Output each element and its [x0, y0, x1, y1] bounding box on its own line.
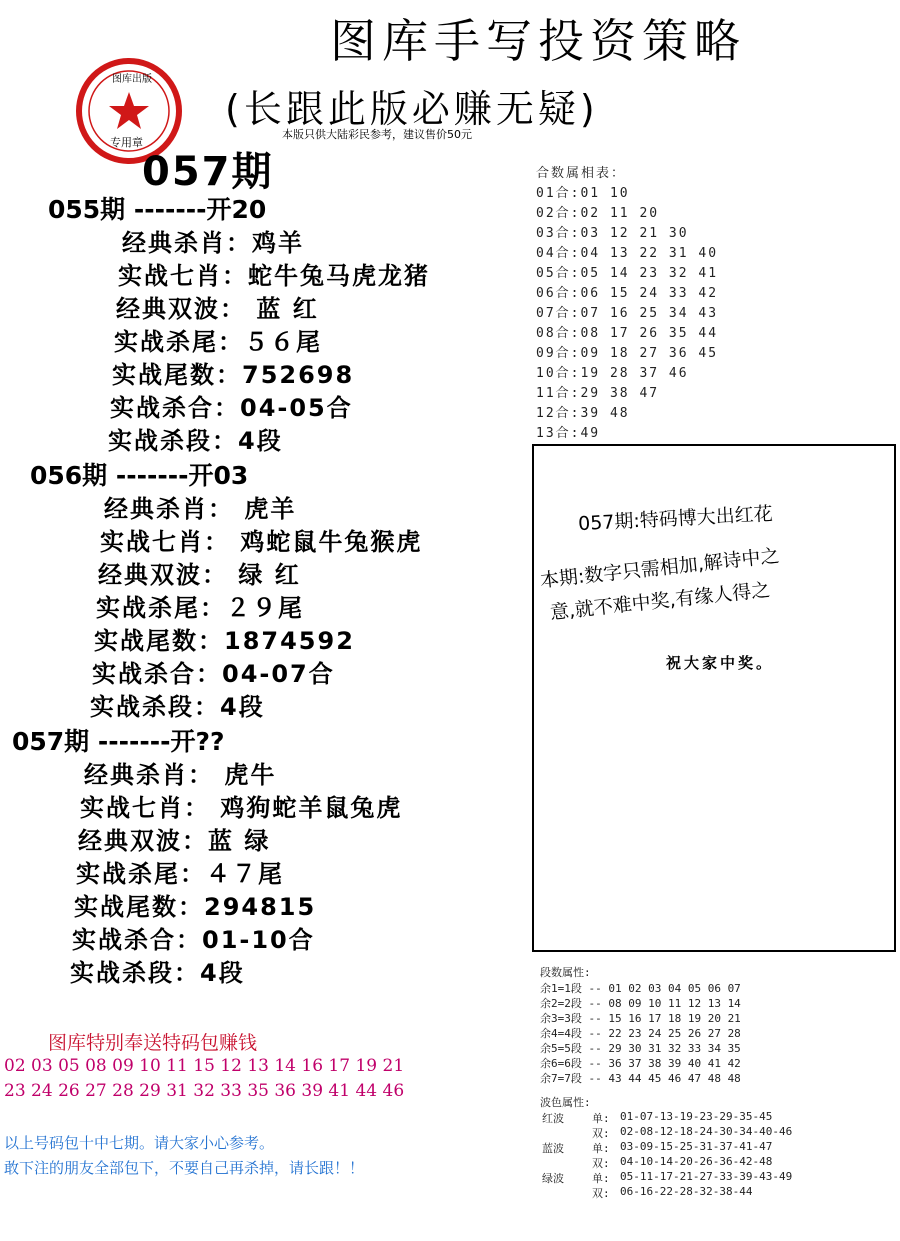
bose-nums: 02-08-12-18-24-30-34-40-46: [620, 1125, 793, 1138]
stamp-bottom-text: 专用章: [110, 136, 143, 149]
issue-header: 055期 -------开20: [48, 195, 267, 224]
he-table-row: 10合:19 28 37 46: [536, 366, 689, 381]
issue-line: 实战杀尾：２９尾: [96, 594, 304, 622]
issue-line: 实战杀尾：４７尾: [76, 860, 284, 888]
issue-header: 057期 -------开??: [12, 727, 225, 756]
issue-line: 实战杀段：4段: [90, 693, 265, 721]
issue-line: 实战尾数：1874592: [94, 627, 355, 655]
page-title: 图库手写投资策略: [330, 14, 746, 68]
promo-note-2: 敢下注的朋友全部包下，不要自己再杀掉，请长跟！！: [4, 1159, 365, 1177]
poem-line-3: 意,就不难中奖,有缘人得之: [549, 578, 772, 624]
issue-line: 经典杀肖： 虎牛: [84, 761, 277, 789]
he-table-row: 09合:09 18 27 36 45: [536, 346, 719, 361]
issue-line: 实战七肖：蛇牛兔马虎龙猪: [118, 262, 430, 290]
bose-kind: 单:: [592, 1172, 610, 1185]
he-table-row: 07合:07 16 25 34 43: [536, 306, 719, 321]
issue-line: 经典双波：蓝 绿: [78, 827, 271, 855]
issue-header: 056期 -------开03: [30, 461, 249, 490]
bose-nums: 05-11-17-21-27-33-39-43-49: [620, 1170, 793, 1183]
poem-box: [532, 444, 896, 952]
duan-table-row: 余2=2段 -- 08 09 10 11 12 13 14: [540, 997, 741, 1010]
bose-nums: 01-07-13-19-23-29-35-45: [620, 1110, 773, 1123]
issue-line: 实战杀段：4段: [70, 959, 245, 987]
issue-line: 实战杀段：4段: [108, 427, 283, 455]
duan-table-row: 余6=6段 -- 36 37 38 39 40 41 42: [540, 1057, 741, 1070]
bose-table-title: 波色属性:: [540, 1096, 591, 1109]
page-subtitle: (长跟此版必赚无疑): [225, 87, 599, 131]
he-table-row: 01合:01 10: [536, 186, 630, 201]
duan-table-row: 余4=4段 -- 22 23 24 25 26 27 28: [540, 1027, 741, 1040]
promo-note-1: 以上号码包十中七期。请大家小心参考。: [4, 1134, 275, 1152]
poem-line-1: 057期:特码博大出红花: [577, 502, 774, 536]
bose-kind: 双:: [592, 1187, 610, 1200]
issue-line: 实战尾数：294815: [74, 893, 317, 921]
issue-line: 实战杀合：04-07合: [92, 660, 335, 688]
current-issue: 057期: [142, 149, 274, 195]
bose-kind: 双:: [592, 1157, 610, 1170]
bose-kind: 单:: [592, 1142, 610, 1155]
issue-line: 实战七肖： 鸡蛇鼠牛兔猴虎: [100, 528, 423, 556]
duan-table-row: 余5=5段 -- 29 30 31 32 33 34 35: [540, 1042, 741, 1055]
issue-line: 实战七肖： 鸡狗蛇羊鼠兔虎: [80, 794, 403, 822]
poem-line-2: 本期:数字只需相加,解诗中之: [539, 544, 781, 592]
duan-table-row: 余1=1段 -- 01 02 03 04 05 06 07: [540, 982, 741, 995]
duan-table-row: 余3=3段 -- 15 16 17 18 19 20 21: [540, 1012, 741, 1025]
duan-table-row: 余7=7段 -- 43 44 45 46 47 48 48: [540, 1072, 741, 1085]
price-note: 本版只供大陆彩民参考，建议售价50元: [282, 128, 472, 141]
bose-nums: 04-10-14-20-26-36-42-48: [620, 1155, 773, 1168]
issue-line: 实战杀合：01-10合: [72, 926, 315, 954]
poem-wish: 祝大家中奖。: [666, 654, 775, 672]
bose-label: 绿波: [542, 1172, 564, 1185]
duan-table-title: 段数属性:: [540, 966, 591, 979]
promo-title: 图库特别奉送特码包赚钱: [48, 1032, 258, 1054]
issue-line: 实战尾数：752698: [112, 361, 355, 389]
issue-line: 经典双波： 蓝 红: [116, 295, 319, 323]
bose-kind: 单:: [592, 1112, 610, 1125]
he-table-row: 13合:49: [536, 426, 601, 441]
bose-label: 蓝波: [542, 1142, 564, 1155]
he-table-row: 11合:29 38 47: [536, 386, 660, 401]
issue-line: 经典双波： 绿 红: [98, 561, 301, 589]
he-table-row: 12合:39 48: [536, 406, 630, 421]
he-table-row: 06合:06 15 24 33 42: [536, 286, 719, 301]
promo-numbers-1: 02 03 05 08 09 10 11 15 12 13 14 16 17 19 21: [4, 1056, 405, 1076]
he-table-row: 05合:05 14 23 32 41: [536, 266, 719, 281]
he-table-row: 04合:04 13 22 31 40: [536, 246, 719, 261]
he-table-title: 合数属相表：: [536, 166, 627, 181]
he-table-row: 08合:08 17 26 35 44: [536, 326, 719, 341]
bose-nums: 03-09-15-25-31-37-41-47: [620, 1140, 773, 1153]
issue-line: 实战杀尾：５６尾: [114, 328, 322, 356]
bose-nums: 06-16-22-28-32-38-44: [620, 1185, 753, 1198]
issue-line: 经典杀肖：鸡羊: [122, 229, 304, 257]
issue-line: 经典杀肖： 虎羊: [104, 495, 297, 523]
he-table-row: 03合:03 12 21 30: [536, 226, 689, 241]
issue-line: 实战杀合：04-05合: [110, 394, 353, 422]
he-table-row: 02合:02 11 20: [536, 206, 660, 221]
bose-label: 红波: [542, 1112, 564, 1125]
bose-kind: 双:: [592, 1127, 610, 1140]
stamp-top-text: 图库出版: [112, 74, 152, 85]
promo-numbers-2: 23 24 26 27 28 29 31 32 33 35 36 39 41 44 46: [4, 1081, 405, 1101]
